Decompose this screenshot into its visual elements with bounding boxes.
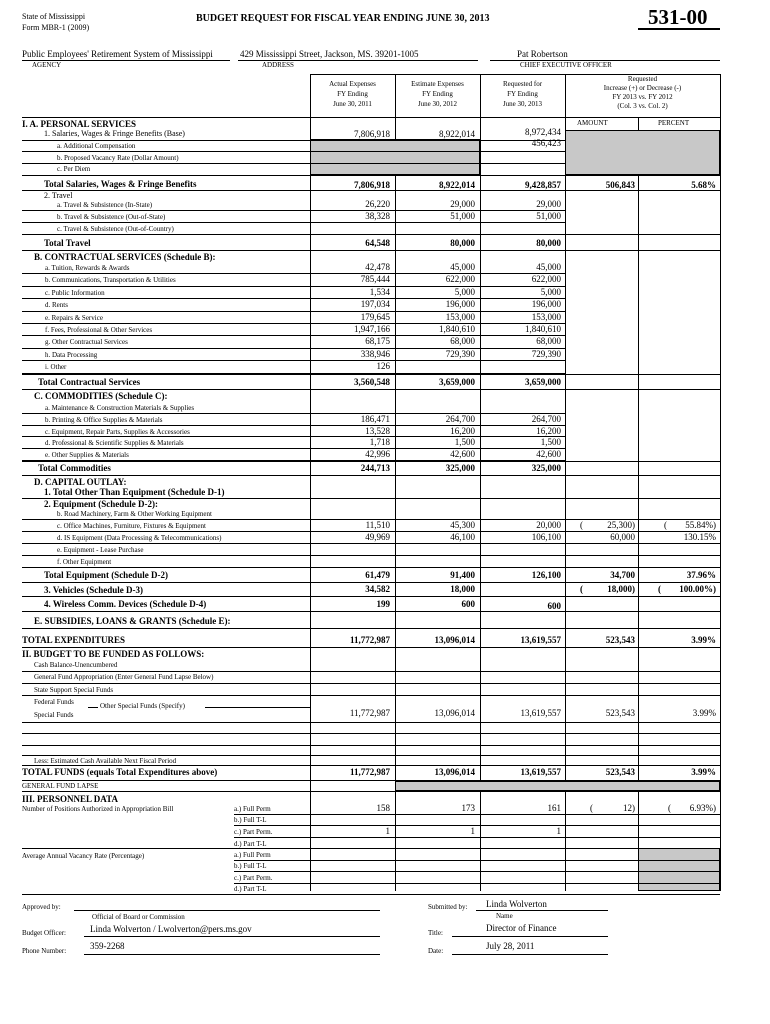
is-equipment-label: d. IS Equipment (Data Processing & Telecommunications) (57, 534, 222, 542)
budget-officer-label: Budget Officer: (22, 929, 66, 937)
salaries-label: 1. Salaries, Wages & Fringe Benefits (Base) (44, 129, 185, 138)
commodity-actual-2: 13,528 (365, 425, 390, 436)
contractual-label-4: e. Repairs & Service (45, 313, 103, 322)
ceo-name: Pat Robertson (517, 49, 568, 59)
contractual-actual-4: 179,645 (360, 311, 390, 322)
general-fund-lapse-label: GENERAL FUND LAPSE (22, 782, 99, 790)
contractual-estimate-2: 5,000 (454, 286, 475, 297)
part-perm-estimate: 1 (470, 826, 475, 836)
is-equipment-actual: 49,969 (365, 532, 390, 542)
state-support-label: State Support Special Funds (34, 686, 114, 694)
total-funds-actual: 11,772,987 (349, 767, 390, 777)
travel-instate-estimate: 29,000 (450, 199, 475, 209)
page-title: BUDGET REQUEST FOR FISCAL YEAR ENDING JUNE 30, 2013 (196, 13, 490, 24)
pos-full-perm: a.) Full Perm (234, 805, 271, 813)
contractual-heading: B. CONTRACTUAL SERVICES (Schedule B): (34, 252, 216, 262)
road-machinery-label: b. Road Machinery, Farm & Other Working Equipment (57, 510, 212, 518)
contractual-label-1: b. Communications, Transportation & Utilities (45, 276, 176, 285)
contractual-actual-3: 197,034 (360, 299, 390, 310)
vehicles-amount: 18,000) (607, 584, 635, 594)
total-equipment-actual: 61,479 (365, 570, 390, 580)
total-salaries-percent: 5.68% (691, 180, 716, 190)
name-label: Name (496, 912, 513, 920)
budget-officer-value: Linda Wolverton / Lwolverton@pers.ms.gov (90, 924, 252, 934)
total-contractual-requested: 3,659,000 (525, 377, 561, 387)
contractual-estimate-1: 622,000 (445, 274, 475, 285)
travel-outstate-label: b. Travel & Subsistence (Out-of-State) (57, 213, 166, 221)
commodity-requested-4: 42,600 (536, 449, 561, 460)
special-funds-percent: 3.99% (692, 708, 716, 718)
is-equipment-amount: 60,000 (610, 532, 635, 542)
contractual-label-3: d. Rents (45, 301, 68, 310)
phone-value: 359-2268 (90, 941, 125, 951)
salaries-actual: 7,806,918 (354, 129, 390, 139)
vehicles-label: 3. Vehicles (Schedule D-3) (44, 585, 143, 595)
less-estimated-label: Less: Estimated Cash Available Next Fiscal Period (34, 757, 177, 765)
full-perm-percent-paren: ( (668, 803, 671, 813)
lease-purchase-label: e. Equipment - Lease Purchase (57, 546, 144, 554)
total-commodities-label: Total Commodities (38, 463, 111, 473)
contractual-label-6: g. Other Contractual Services (45, 338, 128, 347)
vac-full-perm: a.) Full Perm (234, 851, 271, 859)
total-exp-actual: 11,772,987 (349, 635, 390, 645)
commodity-label-4: e. Other Supplies & Materials (45, 451, 129, 460)
title-value: Director of Finance (486, 923, 557, 933)
contractual-actual-1: 785,444 (360, 274, 390, 285)
total-contractual-label: Total Contractual Services (38, 377, 141, 387)
total-funds-label: TOTAL FUNDS (equals Total Expenditures above) (22, 767, 218, 777)
travel-instate-requested: 29,000 (536, 199, 561, 209)
special-funds-amount: 523,543 (605, 708, 635, 718)
cash-balance-label: Cash Balance-Unencumbered (34, 661, 118, 669)
state-label: State of Mississippi (22, 12, 86, 21)
total-salaries-estimate: 8,922,014 (439, 180, 475, 190)
total-exp-amount: 523,543 (605, 635, 635, 645)
total-commodities-estimate: 325,000 (445, 463, 475, 473)
title-label: Title: (428, 929, 443, 937)
contractual-requested-6: 68,000 (536, 336, 561, 347)
wireless-actual: 199 (376, 599, 390, 609)
full-perm-estimate: 173 (461, 803, 475, 813)
wireless-estimate: 600 (461, 599, 475, 609)
total-equipment-estimate: 91,400 (450, 570, 475, 580)
capital-heading: D. CAPITAL OUTLAY: (34, 477, 127, 487)
special-funds-actual: 11,772,987 (349, 708, 390, 718)
full-perm-percent: 6.93%) (689, 803, 716, 813)
personnel-heading: III. PERSONNEL DATA (22, 794, 118, 804)
contractual-estimate-0: 45,000 (450, 262, 475, 272)
total-contractual-actual: 3,560,548 (354, 377, 390, 387)
vehicles-actual: 34,582 (365, 584, 390, 594)
agency-label: AGENCY (32, 61, 62, 69)
full-perm-actual: 158 (376, 803, 390, 813)
is-equipment-requested: 106,100 (531, 532, 561, 542)
date-value: July 28, 2011 (486, 941, 535, 951)
commodity-actual-3: 1,718 (369, 437, 390, 448)
total-salaries-label: Total Salaries, Wages & Fringe Benefits (44, 179, 197, 189)
contractual-estimate-3: 196,000 (445, 299, 475, 310)
commodity-estimate-4: 42,600 (450, 449, 475, 460)
commodity-label-0: a. Maintenance & Construction Materials & Supplies (45, 404, 195, 412)
other-equipment-label: f. Other Equipment (57, 558, 112, 566)
office-machines-percent: 55.84%) (685, 520, 716, 530)
contractual-requested-3: 196,000 (531, 299, 561, 310)
contractual-label-5: f. Fees, Professional & Other Services (45, 326, 153, 334)
agency-name: Public Employees' Retirement System of Mississippi (22, 49, 213, 59)
special-funds-label: Special Funds (34, 711, 74, 719)
total-expenditures-label: TOTAL EXPENDITURES (22, 635, 125, 645)
commodities-heading: C. COMMODITIES (Schedule C): (34, 391, 168, 401)
agency-address: 429 Mississippi Street, Jackson, MS. 39201-1005 (240, 49, 419, 59)
total-travel-label: Total Travel (44, 238, 91, 248)
contractual-requested-5: 1,840,610 (525, 324, 561, 334)
vehicles-estimate: 18,000 (450, 584, 475, 594)
personal-services-heading: I. A. PERSONAL SERVICES (22, 119, 136, 129)
total-funds-percent: 3.99% (691, 767, 716, 777)
vehicles-percent-paren: ( (658, 584, 661, 594)
col-requested-header: Requested for FY Ending June 30, 2013 (502, 80, 543, 108)
equipment-label: 2. Equipment (Schedule D-2): (44, 499, 159, 509)
commodity-label-3: d. Professional & Scientific Supplies & Materials (45, 439, 184, 448)
vacancy-rate-label: Average Annual Vacancy Rate (Percentage) (22, 852, 145, 860)
contractual-estimate-4: 153,000 (445, 311, 475, 322)
total-equipment-requested: 126,100 (531, 570, 561, 580)
col-percent-header: PERCENT (658, 119, 690, 127)
commodity-actual-1: 186,471 (360, 413, 390, 424)
total-travel-requested: 80,000 (536, 238, 561, 248)
positions-label: Number of Positions Authorized in Appropriation Bill (22, 805, 174, 813)
other-special-label: Other Special Funds (Specify) (100, 702, 185, 710)
full-perm-amount: 12) (623, 803, 635, 813)
vac-part-tl: d.) Part T-L (234, 885, 267, 893)
col-change-header: Requested Increase (+) or Decrease (-) FY 2013 vs. FY 2012 (Col. 3 vs. Col. 2) (603, 75, 682, 110)
is-equipment-percent: 130.15% (683, 532, 716, 542)
total-salaries-actual: 7,806,918 (354, 180, 390, 190)
commodity-requested-3: 1,500 (540, 437, 561, 448)
commodity-estimate-1: 264,700 (445, 413, 475, 424)
total-travel-estimate: 80,000 (450, 238, 475, 248)
travel-instate-label: a. Travel & Subsistence (In-State) (57, 201, 153, 209)
office-machines-percent-paren: ( (664, 520, 667, 530)
wireless-label: 4. Wireless Comm. Devices (Schedule D-4) (44, 599, 207, 609)
contractual-requested-7: 729,390 (531, 348, 561, 359)
vehicles-percent: 100.00%) (679, 584, 716, 594)
commodity-requested-1: 264,700 (531, 413, 561, 424)
approved-by-label: Approved by: (22, 903, 61, 911)
contractual-actual-8: 126 (376, 361, 390, 372)
travel-outstate-estimate: 51,000 (450, 211, 475, 221)
vac-part-perm: c.) Part Perm. (234, 874, 273, 882)
contractual-estimate-7: 729,390 (445, 348, 475, 359)
contractual-actual-2: 1,534 (369, 286, 390, 297)
office-machines-label: c. Office Machines, Furniture, Fixtures & Equipment (57, 522, 206, 530)
general-fund-label: General Fund Appropriation (Enter General Fund Lapse Below) (34, 673, 214, 681)
total-equipment-amount: 34,700 (610, 570, 635, 580)
contractual-requested-2: 5,000 (540, 286, 561, 297)
col-estimate-header: Estimate Expenses FY Ending June 30, 2012 (411, 80, 464, 108)
official-label: Official of Board or Commission (92, 913, 185, 921)
full-perm-amount-paren: ( (590, 803, 593, 813)
vac-full-tl: b.) Full T-L (234, 862, 267, 870)
travel-label: 2. Travel (44, 191, 73, 200)
total-commodities-requested: 325,000 (531, 463, 561, 473)
pos-part-perm: c.) Part Perm. (234, 828, 273, 836)
total-funds-amount: 523,543 (605, 767, 635, 777)
funding-heading: II. BUDGET TO BE FUNDED AS FOLLOWS: (22, 649, 205, 659)
contractual-requested-1: 622,000 (531, 274, 561, 285)
total-equipment-label: Total Equipment (Schedule D-2) (44, 570, 168, 580)
submitted-by-label: Submitted by: (428, 903, 468, 911)
agency-code: 531-00 (648, 5, 708, 29)
travel-instate-actual: 26,220 (365, 199, 390, 209)
commodity-actual-4: 42,996 (365, 449, 390, 460)
vacancy-label: b. Proposed Vacancy Rate (Dollar Amount) (57, 154, 179, 162)
address-label: ADDRESS (262, 61, 294, 69)
office-machines-requested: 20,000 (536, 520, 561, 530)
contractual-estimate-6: 68,000 (450, 336, 475, 347)
is-equipment-estimate: 46,100 (450, 532, 475, 542)
contractual-label-0: a. Tuition, Rewards & Awards (45, 264, 130, 272)
total-exp-requested: 13,619,557 (520, 635, 561, 645)
federal-funds-label: Federal Funds (34, 698, 74, 706)
date-label: Date: (428, 947, 444, 955)
contractual-actual-7: 338,946 (360, 348, 390, 359)
total-funds-requested: 13,619,557 (520, 767, 561, 777)
total-exp-percent: 3.99% (691, 635, 716, 645)
part-perm-actual: 1 (385, 826, 390, 836)
total-salaries-amount: 506,843 (605, 180, 635, 190)
commodity-estimate-2: 16,200 (450, 425, 475, 436)
commodity-requested-2: 16,200 (536, 425, 561, 436)
col-actual-header: Actual Expenses FY Ending June 30, 2011 (329, 80, 376, 108)
office-machines-estimate: 45,300 (450, 520, 475, 530)
commodity-label-2: c. Equipment, Repair Parts, Supplies & Accessories (45, 427, 190, 436)
salaries-requested: 8,972,434 (525, 127, 561, 137)
contractual-label-8: i. Other (45, 363, 67, 372)
total-exp-estimate: 13,096,014 (434, 635, 475, 645)
submitted-by-value: Linda Wolverton (486, 899, 547, 909)
total-commodities-actual: 244,713 (360, 463, 390, 473)
vehicles-amount-paren: ( (580, 584, 583, 594)
subsidies-heading: E. SUBSIDIES, LOANS & GRANTS (Schedule E): (34, 616, 231, 626)
pos-part-tl: d.) Part T-L (234, 840, 267, 848)
total-travel-actual: 64,548 (365, 238, 390, 248)
part-perm-requested: 1 (556, 826, 561, 836)
contractual-actual-0: 42,478 (365, 262, 390, 272)
total-equipment-percent: 37.96% (686, 570, 716, 580)
contractual-requested-4: 153,000 (531, 311, 561, 322)
travel-outstate-requested: 51,000 (536, 211, 561, 221)
special-funds-requested: 13,619,557 (520, 708, 561, 718)
phone-label: Phone Number: (22, 947, 67, 955)
col-amount-header: AMOUNT (577, 119, 608, 127)
contractual-requested-0: 45,000 (536, 262, 561, 272)
per-diem-label: c. Per Diem (57, 165, 91, 173)
special-funds-estimate: 13,096,014 (434, 708, 475, 718)
other-than-equipment-label: 1. Total Other Than Equipment (Schedule D-1) (44, 487, 225, 497)
contractual-actual-5: 1,947,166 (354, 324, 390, 334)
total-salaries-requested: 9,428,857 (525, 180, 561, 190)
form-number: Form MBR-1 (2009) (22, 23, 90, 32)
contractual-actual-6: 68,175 (365, 336, 390, 347)
addl-comp-label: a. Additional Compensation (57, 142, 136, 150)
commodity-label-1: b. Printing & Office Supplies & Materials (45, 415, 163, 424)
contractual-label-2: c. Public Information (45, 288, 105, 297)
full-perm-requested: 161 (547, 803, 561, 813)
addl-comp-requested: 456,423 (531, 138, 561, 148)
office-machines-amount: 25,300) (607, 520, 635, 530)
ceo-label: CHIEF EXECUTIVE OFFICER (520, 61, 612, 69)
travel-outstate-actual: 38,328 (365, 211, 390, 221)
salaries-estimate: 8,922,014 (439, 129, 475, 139)
total-contractual-estimate: 3,659,000 (439, 377, 475, 387)
wireless-requested: 600 (547, 601, 561, 611)
office-machines-amount-paren: ( (580, 520, 583, 530)
commodity-estimate-3: 1,500 (454, 437, 475, 448)
office-machines-actual: 11,510 (365, 520, 390, 530)
total-funds-estimate: 13,096,014 (434, 767, 475, 777)
contractual-label-7: h. Data Processing (45, 350, 98, 359)
travel-country-label: c. Travel & Subsistence (Out-of-Country) (57, 225, 174, 233)
contractual-estimate-5: 1,840,610 (439, 324, 475, 334)
pos-full-tl: b.) Full T-L (234, 816, 267, 824)
